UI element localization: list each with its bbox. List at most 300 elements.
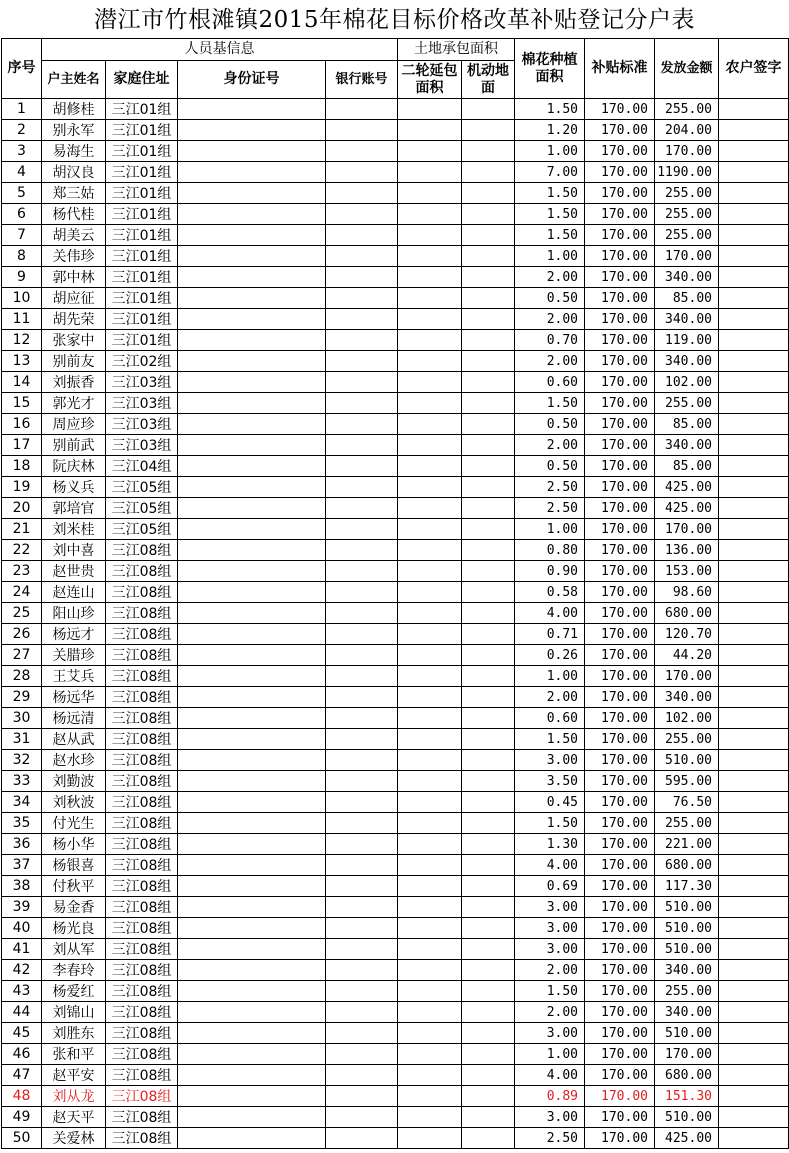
seq-cell: 46 (2, 1044, 42, 1065)
amount-cell: 255.00 (655, 729, 719, 750)
subsidy-standard-cell: 170.00 (585, 708, 655, 729)
address-cell: 三江08组 (106, 1023, 178, 1044)
bank-account-cell (326, 918, 398, 939)
amount-cell: 255.00 (655, 981, 719, 1002)
cotton-area-cell: 1.00 (515, 141, 585, 162)
bank-account-cell (326, 645, 398, 666)
amount-cell: 595.00 (655, 771, 719, 792)
second-round-area-cell (398, 750, 462, 771)
seq-cell: 27 (2, 645, 42, 666)
mobile-land-cell (462, 645, 515, 666)
address-cell: 三江08组 (106, 582, 178, 603)
owner-name-cell: 关爱林 (42, 1128, 106, 1149)
second-round-area-cell (398, 792, 462, 813)
table-row (2, 1002, 789, 1023)
table-row (2, 834, 789, 855)
table-row (2, 1065, 789, 1086)
amount-cell: 255.00 (655, 99, 719, 120)
seq-cell: 5 (2, 183, 42, 204)
signature-cell (719, 120, 789, 141)
subsidy-standard-cell: 170.00 (585, 687, 655, 708)
address-cell: 三江02组 (106, 351, 178, 372)
seq-cell: 50 (2, 1128, 42, 1149)
cotton-area-cell: 0.60 (515, 372, 585, 393)
subsidy-standard-cell: 170.00 (585, 162, 655, 183)
amount-cell: 510.00 (655, 750, 719, 771)
table-row (2, 561, 789, 582)
amount-cell: 120.70 (655, 624, 719, 645)
mobile-land-cell (462, 1086, 515, 1107)
mobile-land-cell (462, 939, 515, 960)
owner-name-cell: 郭中林 (42, 267, 106, 288)
table-row (2, 897, 789, 918)
mobile-land-cell (462, 981, 515, 1002)
id-number-cell (178, 813, 326, 834)
amount-cell: 680.00 (655, 603, 719, 624)
table-row (2, 393, 789, 414)
mobile-land-cell (462, 771, 515, 792)
amount-cell: 680.00 (655, 855, 719, 876)
amount-cell: 510.00 (655, 1023, 719, 1044)
id-number-cell (178, 603, 326, 624)
signature-cell (719, 876, 789, 897)
seq-cell: 19 (2, 477, 42, 498)
mobile-land-cell (462, 267, 515, 288)
address-cell: 三江08组 (106, 1044, 178, 1065)
amount-cell: 340.00 (655, 435, 719, 456)
id-number-cell (178, 204, 326, 225)
second-round-area-cell (398, 141, 462, 162)
mobile-land-cell (462, 687, 515, 708)
subsidy-standard-cell: 170.00 (585, 540, 655, 561)
owner-name-cell: 杨远清 (42, 708, 106, 729)
cotton-area-cell: 2.00 (515, 960, 585, 981)
signature-cell (719, 1107, 789, 1128)
signature-cell (719, 1023, 789, 1044)
address-cell: 三江08组 (106, 666, 178, 687)
amount-cell: 170.00 (655, 666, 719, 687)
bank-account-cell (326, 204, 398, 225)
id-number-cell (178, 141, 326, 162)
subsidy-standard-cell: 170.00 (585, 897, 655, 918)
mobile-land-cell (462, 477, 515, 498)
second-round-area-cell (398, 309, 462, 330)
id-number-cell (178, 939, 326, 960)
subsidy-standard-cell: 170.00 (585, 1086, 655, 1107)
id-number-cell (178, 687, 326, 708)
amount-cell: 170.00 (655, 246, 719, 267)
address-cell: 三江08组 (106, 708, 178, 729)
amount-cell: 340.00 (655, 1002, 719, 1023)
address-cell: 三江08组 (106, 645, 178, 666)
address-cell: 三江01组 (106, 162, 178, 183)
table-row (2, 183, 789, 204)
subsidy-table (1, 38, 789, 1149)
signature-cell (719, 372, 789, 393)
amount-cell: 425.00 (655, 477, 719, 498)
bank-account-cell (326, 582, 398, 603)
cotton-area-cell: 1.50 (515, 99, 585, 120)
second-round-area-cell (398, 834, 462, 855)
seq-cell: 26 (2, 624, 42, 645)
seq-cell: 37 (2, 855, 42, 876)
seq-cell: 31 (2, 729, 42, 750)
table-row (2, 498, 789, 519)
mobile-land-cell (462, 813, 515, 834)
owner-name-cell: 杨银喜 (42, 855, 106, 876)
address-cell: 三江08组 (106, 897, 178, 918)
subsidy-standard-cell: 170.00 (585, 561, 655, 582)
bank-account-cell (326, 330, 398, 351)
seq-cell: 49 (2, 1107, 42, 1128)
signature-cell (719, 267, 789, 288)
second-round-area-cell (398, 813, 462, 834)
bank-account-cell (326, 666, 398, 687)
subsidy-standard-cell: 170.00 (585, 225, 655, 246)
second-round-area-cell (398, 246, 462, 267)
owner-name-cell: 张家中 (42, 330, 106, 351)
header-cotton-area: 棉花种植面积 (515, 39, 585, 99)
table-body (2, 99, 789, 1149)
amount-cell: 1190.00 (655, 162, 719, 183)
seq-cell: 22 (2, 540, 42, 561)
signature-cell (719, 498, 789, 519)
address-cell: 三江05组 (106, 519, 178, 540)
second-round-area-cell (398, 687, 462, 708)
header-address: 家庭住址 (106, 61, 178, 99)
table-row (2, 603, 789, 624)
second-round-area-cell (398, 666, 462, 687)
seq-cell: 24 (2, 582, 42, 603)
bank-account-cell (326, 309, 398, 330)
seq-cell: 25 (2, 603, 42, 624)
mobile-land-cell (462, 246, 515, 267)
mobile-land-cell (462, 120, 515, 141)
header-subsidy-standard: 补贴标准 (585, 39, 655, 99)
signature-cell (719, 414, 789, 435)
table-row (2, 477, 789, 498)
owner-name-cell: 胡应征 (42, 288, 106, 309)
signature-cell (719, 309, 789, 330)
bank-account-cell (326, 771, 398, 792)
owner-name-cell: 胡汉良 (42, 162, 106, 183)
signature-cell (719, 225, 789, 246)
subsidy-standard-cell: 170.00 (585, 435, 655, 456)
second-round-area-cell (398, 855, 462, 876)
mobile-land-cell (462, 666, 515, 687)
second-round-area-cell (398, 981, 462, 1002)
mobile-land-cell (462, 708, 515, 729)
second-round-area-cell (398, 204, 462, 225)
table-row (2, 162, 789, 183)
cotton-area-cell: 2.00 (515, 687, 585, 708)
header-second-round-area: 二轮延包面积 (398, 61, 462, 99)
bank-account-cell (326, 120, 398, 141)
signature-cell (719, 939, 789, 960)
address-cell: 三江08组 (106, 561, 178, 582)
second-round-area-cell (398, 351, 462, 372)
owner-name-cell: 刘中喜 (42, 540, 106, 561)
address-cell: 三江08组 (106, 1002, 178, 1023)
address-cell: 三江08组 (106, 750, 178, 771)
amount-cell: 340.00 (655, 960, 719, 981)
second-round-area-cell (398, 120, 462, 141)
mobile-land-cell (462, 729, 515, 750)
signature-cell (719, 582, 789, 603)
seq-cell: 12 (2, 330, 42, 351)
second-round-area-cell (398, 1023, 462, 1044)
cotton-area-cell: 0.58 (515, 582, 585, 603)
second-round-area-cell (398, 414, 462, 435)
signature-cell (719, 141, 789, 162)
seq-cell: 3 (2, 141, 42, 162)
amount-cell: 85.00 (655, 456, 719, 477)
address-cell: 三江08组 (106, 960, 178, 981)
signature-cell (719, 855, 789, 876)
owner-name-cell: 赵平安 (42, 1065, 106, 1086)
second-round-area-cell (398, 372, 462, 393)
amount-cell: 255.00 (655, 393, 719, 414)
cotton-area-cell: 0.26 (515, 645, 585, 666)
owner-name-cell: 赵水珍 (42, 750, 106, 771)
seq-cell: 1 (2, 99, 42, 120)
mobile-land-cell (462, 330, 515, 351)
cotton-area-cell: 3.00 (515, 918, 585, 939)
amount-cell: 170.00 (655, 519, 719, 540)
cotton-area-cell: 3.50 (515, 771, 585, 792)
cotton-area-cell: 2.00 (515, 267, 585, 288)
table-row (2, 204, 789, 225)
second-round-area-cell (398, 330, 462, 351)
page-title: 潜江市竹根滩镇2015年棉花目标价格改革补贴登记分户表 (93, 7, 696, 33)
owner-name-cell: 杨小华 (42, 834, 106, 855)
address-cell: 三江08组 (106, 834, 178, 855)
mobile-land-cell (462, 897, 515, 918)
id-number-cell (178, 771, 326, 792)
address-cell: 三江01组 (106, 141, 178, 162)
seq-cell: 30 (2, 708, 42, 729)
second-round-area-cell (398, 1128, 462, 1149)
table-row (2, 414, 789, 435)
mobile-land-cell (462, 351, 515, 372)
second-round-area-cell (398, 540, 462, 561)
bank-account-cell (326, 183, 398, 204)
cotton-area-cell: 1.50 (515, 981, 585, 1002)
header-mobile-land: 机动地面 (462, 61, 515, 99)
table-row (2, 351, 789, 372)
subsidy-standard-cell: 170.00 (585, 1044, 655, 1065)
subsidy-standard-cell: 170.00 (585, 519, 655, 540)
seq-cell: 44 (2, 1002, 42, 1023)
bank-account-cell (326, 288, 398, 309)
cotton-area-cell: 1.50 (515, 729, 585, 750)
address-cell: 三江08组 (106, 855, 178, 876)
header-bank-account: 银行账号 (326, 61, 398, 99)
signature-cell (719, 1086, 789, 1107)
id-number-cell (178, 162, 326, 183)
id-number-cell (178, 414, 326, 435)
seq-cell: 2 (2, 120, 42, 141)
cotton-area-cell: 1.50 (515, 225, 585, 246)
mobile-land-cell (462, 855, 515, 876)
seq-cell: 13 (2, 351, 42, 372)
address-cell: 三江08组 (106, 1065, 178, 1086)
mobile-land-cell (462, 204, 515, 225)
bank-account-cell (326, 708, 398, 729)
second-round-area-cell (398, 624, 462, 645)
cotton-area-cell: 0.80 (515, 540, 585, 561)
bank-account-cell (326, 162, 398, 183)
id-number-cell (178, 1044, 326, 1065)
table-row (2, 939, 789, 960)
second-round-area-cell (398, 729, 462, 750)
seq-cell: 40 (2, 918, 42, 939)
table-row (2, 687, 789, 708)
cotton-area-cell: 0.50 (515, 414, 585, 435)
subsidy-standard-cell: 170.00 (585, 477, 655, 498)
amount-cell: 102.00 (655, 372, 719, 393)
mobile-land-cell (462, 435, 515, 456)
id-number-cell (178, 834, 326, 855)
second-round-area-cell (398, 960, 462, 981)
table-row (2, 141, 789, 162)
second-round-area-cell (398, 225, 462, 246)
table-row (2, 813, 789, 834)
mobile-land-cell (462, 834, 515, 855)
owner-name-cell: 周应珍 (42, 414, 106, 435)
mobile-land-cell (462, 960, 515, 981)
subsidy-standard-cell: 170.00 (585, 750, 655, 771)
mobile-land-cell (462, 393, 515, 414)
bank-account-cell (326, 1128, 398, 1149)
second-round-area-cell (398, 603, 462, 624)
table-row (2, 246, 789, 267)
signature-cell (719, 687, 789, 708)
signature-cell (719, 981, 789, 1002)
amount-cell: 255.00 (655, 813, 719, 834)
bank-account-cell (326, 225, 398, 246)
cotton-area-cell: 1.00 (515, 666, 585, 687)
seq-cell: 34 (2, 792, 42, 813)
owner-name-cell: 张和平 (42, 1044, 106, 1065)
id-number-cell (178, 477, 326, 498)
seq-cell: 35 (2, 813, 42, 834)
header-seq: 序号 (2, 39, 42, 99)
seq-cell: 10 (2, 288, 42, 309)
subsidy-standard-cell: 170.00 (585, 792, 655, 813)
seq-cell: 45 (2, 1023, 42, 1044)
amount-cell: 85.00 (655, 288, 719, 309)
amount-cell: 680.00 (655, 1065, 719, 1086)
second-round-area-cell (398, 645, 462, 666)
address-cell: 三江08组 (106, 918, 178, 939)
bank-account-cell (326, 603, 398, 624)
table-row (2, 771, 789, 792)
mobile-land-cell (462, 99, 515, 120)
bank-account-cell (326, 750, 398, 771)
mobile-land-cell (462, 540, 515, 561)
bank-account-cell (326, 1065, 398, 1086)
owner-name-cell: 关腊珍 (42, 645, 106, 666)
cotton-area-cell: 1.00 (515, 246, 585, 267)
address-cell: 三江08组 (106, 1107, 178, 1128)
seq-cell: 18 (2, 456, 42, 477)
subsidy-standard-cell: 170.00 (585, 456, 655, 477)
id-number-cell (178, 666, 326, 687)
cotton-area-cell: 0.89 (515, 1086, 585, 1107)
subsidy-standard-cell: 170.00 (585, 1128, 655, 1149)
amount-cell: 76.50 (655, 792, 719, 813)
owner-name-cell: 郑三姑 (42, 183, 106, 204)
bank-account-cell (326, 1086, 398, 1107)
cotton-area-cell: 2.50 (515, 1128, 585, 1149)
subsidy-standard-cell: 170.00 (585, 813, 655, 834)
subsidy-standard-cell: 170.00 (585, 603, 655, 624)
amount-cell: 136.00 (655, 540, 719, 561)
id-number-cell (178, 792, 326, 813)
second-round-area-cell (398, 456, 462, 477)
table-row (2, 981, 789, 1002)
signature-cell (719, 519, 789, 540)
subsidy-standard-cell: 170.00 (585, 351, 655, 372)
second-round-area-cell (398, 288, 462, 309)
owner-name-cell: 杨义兵 (42, 477, 106, 498)
cotton-area-cell: 3.00 (515, 897, 585, 918)
subsidy-standard-cell: 170.00 (585, 141, 655, 162)
signature-cell (719, 393, 789, 414)
owner-name-cell: 胡修桂 (42, 99, 106, 120)
second-round-area-cell (398, 99, 462, 120)
table-row (2, 666, 789, 687)
address-cell: 三江01组 (106, 120, 178, 141)
bank-account-cell (326, 246, 398, 267)
address-cell: 三江01组 (106, 246, 178, 267)
id-number-cell (178, 351, 326, 372)
second-round-area-cell (398, 561, 462, 582)
bank-account-cell (326, 876, 398, 897)
seq-cell: 4 (2, 162, 42, 183)
bank-account-cell (326, 729, 398, 750)
table-row (2, 918, 789, 939)
owner-name-cell: 郭光才 (42, 393, 106, 414)
subsidy-standard-cell: 170.00 (585, 855, 655, 876)
bank-account-cell (326, 435, 398, 456)
table-row (2, 645, 789, 666)
signature-cell (719, 456, 789, 477)
bank-account-cell (326, 1002, 398, 1023)
bank-account-cell (326, 897, 398, 918)
second-round-area-cell (398, 582, 462, 603)
owner-name-cell: 刘胜东 (42, 1023, 106, 1044)
amount-cell: 510.00 (655, 897, 719, 918)
id-number-cell (178, 582, 326, 603)
owner-name-cell: 赵从武 (42, 729, 106, 750)
owner-name-cell: 郭培官 (42, 498, 106, 519)
bank-account-cell (326, 561, 398, 582)
mobile-land-cell (462, 624, 515, 645)
second-round-area-cell (398, 498, 462, 519)
subsidy-standard-cell: 170.00 (585, 939, 655, 960)
subsidy-standard-cell: 170.00 (585, 393, 655, 414)
id-number-cell (178, 1128, 326, 1149)
header-id-number: 身份证号 (178, 61, 326, 99)
signature-cell (719, 435, 789, 456)
signature-cell (719, 204, 789, 225)
table-row (2, 750, 789, 771)
signature-cell (719, 918, 789, 939)
seq-cell: 21 (2, 519, 42, 540)
subsidy-standard-cell: 170.00 (585, 246, 655, 267)
